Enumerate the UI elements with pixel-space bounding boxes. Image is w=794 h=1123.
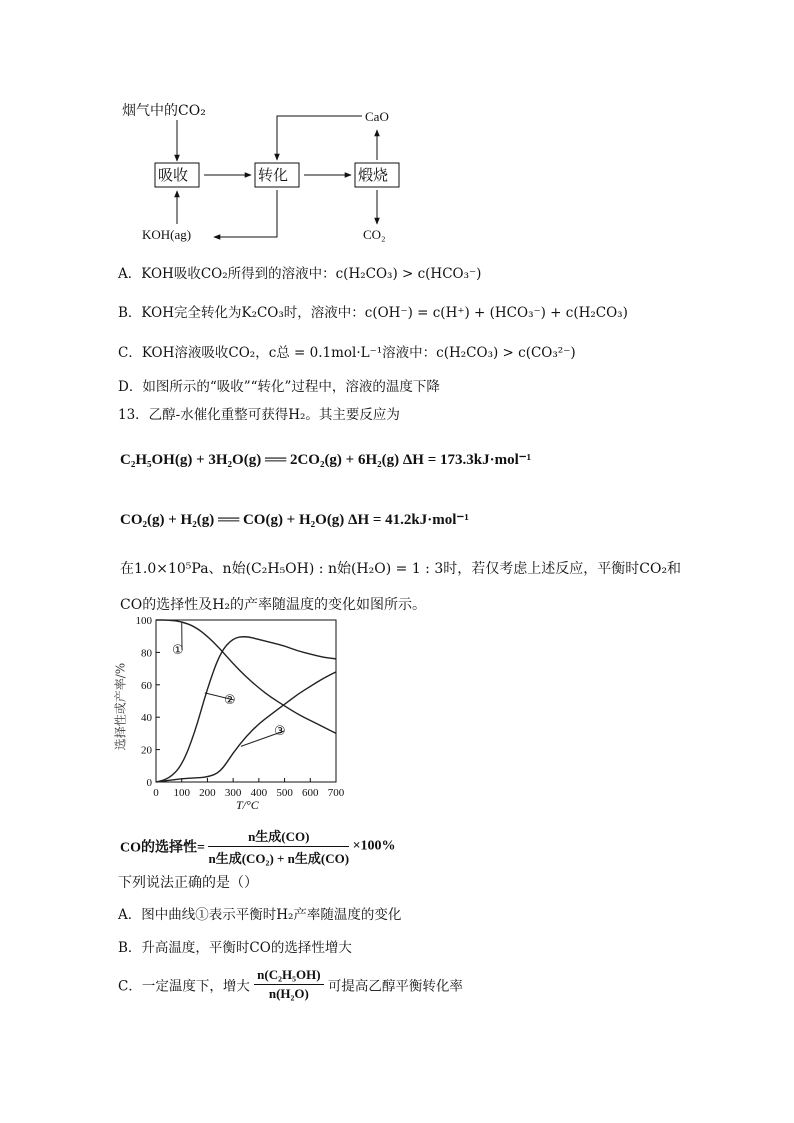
x-tick-label: 100 [173, 787, 190, 799]
q13-equation-1: C₂H₅OH(g) + 3H₂O(g) ══ 2CO₂(g) + 6H₂(g) ΔH = 173.3kJ·mol⁻¹ [120, 452, 532, 468]
q13-option-c-pre: C．一定温度下，增大 [118, 978, 250, 995]
series-label-3: ③ [274, 724, 286, 739]
q13-option-a: A．图中曲线①表示平衡时H₂产率随温度的变化 [118, 907, 402, 923]
q13-option-c [118, 967, 463, 1002]
q13-option-c-denominator: n(H₂O) [268, 986, 309, 1001]
co-selectivity-tail: ×100% [352, 838, 396, 854]
series-line-2 [156, 637, 336, 782]
flow-box-calcine: 煅烧 [358, 166, 389, 184]
x-tick-label: 200 [199, 787, 216, 799]
q13-equation-2: CO₂(g) + H₂(g) ══ CO(g) + H₂O(g) ΔH = 41.2kJ·mol⁻¹ [120, 512, 469, 528]
q13-option-c-post: 可提高乙醇平衡转化率 [327, 978, 463, 995]
x-tick-label: 0 [153, 787, 159, 799]
q13-stem: 13．乙醇-水催化重整可获得H₂。其主要反应为 [118, 407, 400, 423]
series-line-3 [156, 672, 336, 782]
x-tick-label: 600 [302, 787, 319, 799]
flow-input-label: 烟气中的CO₂ [122, 103, 206, 119]
x-tick-label: 400 [250, 787, 268, 799]
flow-box-absorb: 吸收 [158, 166, 189, 184]
y-tick-label: 60 [141, 679, 152, 692]
q13-condition-line1: 在1.0×10⁵Pa、n始(C₂H₅OH) : n始(H₂O) = 1 : 3时，若仅考虑上述反应，平衡时CO₂和 [120, 561, 682, 577]
y-tick-label: 80 [141, 647, 152, 660]
q13-option-b: B．升高温度，平衡时CO的选择性增大 [118, 940, 352, 956]
x-tick-label: 500 [276, 787, 293, 799]
x-tick-label: 300 [224, 787, 242, 799]
y-tick-label: 100 [135, 615, 152, 627]
co-selectivity-formula [120, 826, 396, 867]
y-tick-label: 0 [146, 777, 152, 789]
q13-option-c-numerator: n(C₂H₅OH) [254, 967, 323, 985]
co-selectivity-denominator: n生成(CO₂) + n生成(CO) [208, 851, 350, 866]
chart-ylabel-wrap [100, 650, 160, 770]
co-selectivity-label: CO的选择性= [120, 840, 205, 856]
q13-option-c-fraction [254, 967, 323, 1002]
q13-condition-line2: CO的选择性及H₂的产率随温度的变化如图所示。 [120, 597, 427, 613]
q12-option-b: B．KOH完全转化为K₂CO₃时，溶液中：c(OH⁻) = c(H⁺) + (HCO₃⁻) + c(H₂CO₃) [118, 305, 628, 321]
series-label-1: ① [172, 643, 184, 658]
y-tick-label: 20 [141, 744, 152, 757]
flow-koh: KOH(ag) [142, 227, 192, 242]
flow-co2-out: CO₂ [363, 227, 386, 242]
flow-diagram-lines [0, 0, 794, 250]
flow-box-convert: 转化 [258, 166, 289, 184]
co-selectivity-numerator: n生成(CO) [208, 826, 349, 847]
q12-option-d: D．如图所示的“吸收”“转化”过程中，溶液的温度下降 [118, 379, 440, 395]
chart-ylabel: 选择性或产率/% [113, 662, 128, 751]
chart-xlabel: T/°C [236, 798, 259, 812]
y-tick-label: 40 [141, 712, 152, 725]
x-tick-label: 700 [327, 787, 345, 799]
q12-option-a: A．KOH吸收CO₂所得到的溶液中：c(H₂CO₃) > c(HCO₃⁻) [118, 266, 482, 282]
flow-cao: CaO [365, 109, 389, 124]
co-selectivity-fraction [208, 826, 349, 867]
q12-option-c: C．KOH溶液吸收CO₂，c总 = 0.1mol·L⁻¹溶液中：c(H₂CO₃) > c(CO₃²⁻) [118, 345, 576, 361]
q13-ask: 下列说法正确的是（） [118, 875, 258, 891]
series-label-2: ② [224, 693, 236, 708]
